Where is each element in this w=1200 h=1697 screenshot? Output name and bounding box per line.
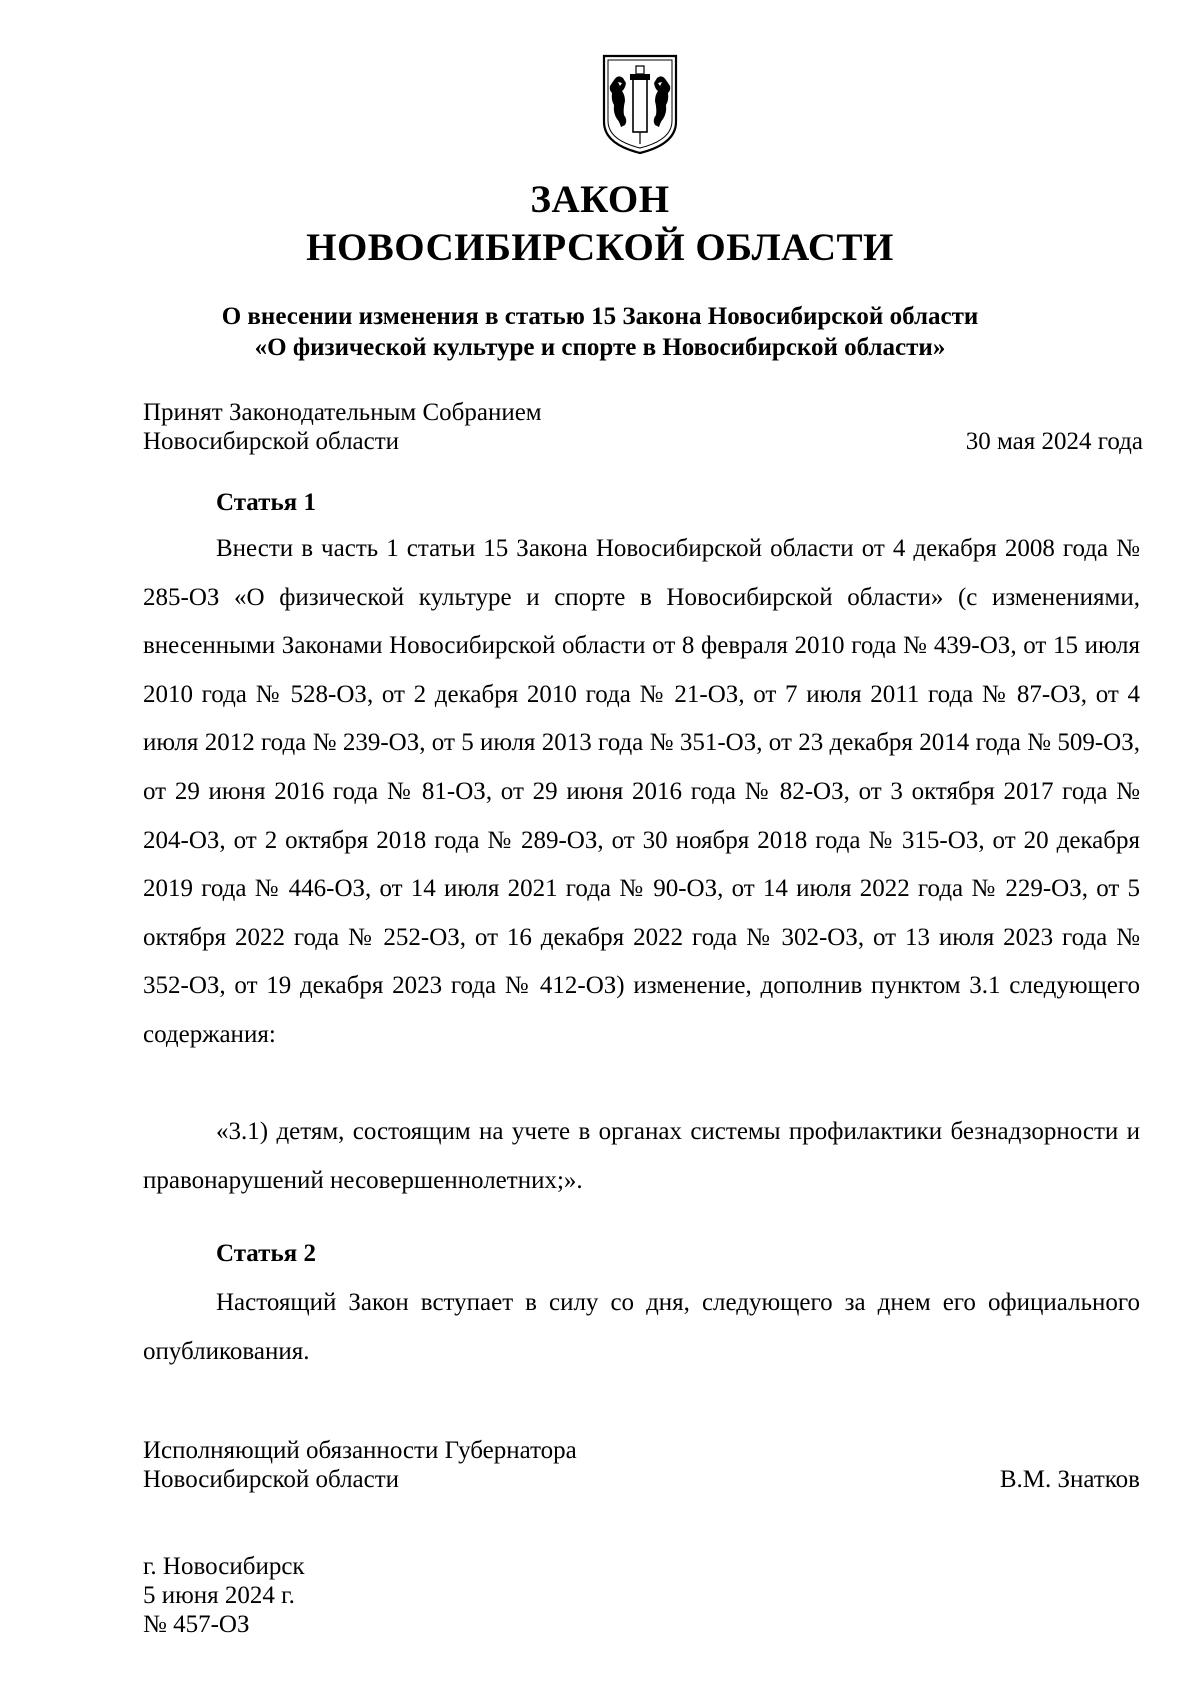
signature-block [143,1436,1140,1494]
signatory-name: В.М. Знатков [999,1466,1140,1493]
law-subject [0,301,1200,363]
title-line-1: ЗАКОН [530,178,670,221]
article-1-paragraph-2: «3.1) детям, состоящим на учете в органах системы профилактики безнадзорности и правонарушений несовершеннолетних;». [143,1118,1140,1194]
signature-title-line-2: Новосибирской области [143,1466,400,1493]
signature-title-line-1: Исполняющий обязанности Губернатора [143,1437,577,1464]
novosibirsk-coat-of-arms-icon [600,52,680,156]
title-line-2: НОВОСИБИРСКОЙ ОБЛАСТИ [306,226,894,269]
place-city: г. Новосибирск [143,1553,305,1580]
adoption-block [143,398,1143,456]
article-2-heading: Статья 2 [216,1240,316,1267]
article-1-paragraph-1: Внести в часть 1 статьи 15 Закона Новосибирской области от 4 декабря 2008 года № 285-ОЗ «О физической культуре и спорте в Новосибирской области» (с изменениями, внесенными Законами Новосибирской области от 8 февраля 2010 года № 439-ОЗ, от 15 июля 2010 года № 528-ОЗ, от 2 декабря 2010 года № 21-ОЗ, от 7 июля 2011 года № 87-ОЗ, от 4 июля 2012 года № 239-ОЗ, от 5 июля 2013 года № 351-ОЗ, от 23 декабря 2014 года № 509-ОЗ, от 29 июня 2016 года № 81-ОЗ, от 29 июня 2016 года № 82-ОЗ, от 3 октября 2017 года № 204-ОЗ, от 2 октября 2018 года № 289-ОЗ, от 30 ноября 2018 года № 315-ОЗ, от 20 декабря 2019 года № 446-ОЗ, от 14 июля 2021 года № 90-ОЗ, от 14 июля 2022 года № 229-ОЗ, от 5 октября 2022 года № 252-ОЗ, от 16 декабря 2022 года № 302-ОЗ, от 13 июля 2023 года № 352-ОЗ, от 19 декабря 2023 года № 412-ОЗ) изменение, дополнив пунктом 3.1 следующего содержания: [143,535,1140,1048]
adopted-line-2: Новосибирской области [143,428,400,455]
subject-line-1: О внесении изменения в статью 15 Закона Новосибирской области [221,303,979,330]
adoption-date: 30 мая 2024 года [965,428,1143,455]
document-title [0,176,1200,272]
subject-line-2: «О физической культуре и спорте в Новосибирской области» [254,334,946,361]
article-2-paragraph-1: Настоящий Закон вступает в силу со дня, следующего за днем его официального опубликования. [143,1289,1140,1365]
place-date: 5 июня 2024 г. [143,1582,295,1609]
article-1-heading: Статья 1 [216,489,316,516]
adopted-line-1: Принят Законодательным Собранием [143,399,542,426]
law-number: № 457-ОЗ [143,1611,250,1638]
place-date-number [143,1552,305,1639]
